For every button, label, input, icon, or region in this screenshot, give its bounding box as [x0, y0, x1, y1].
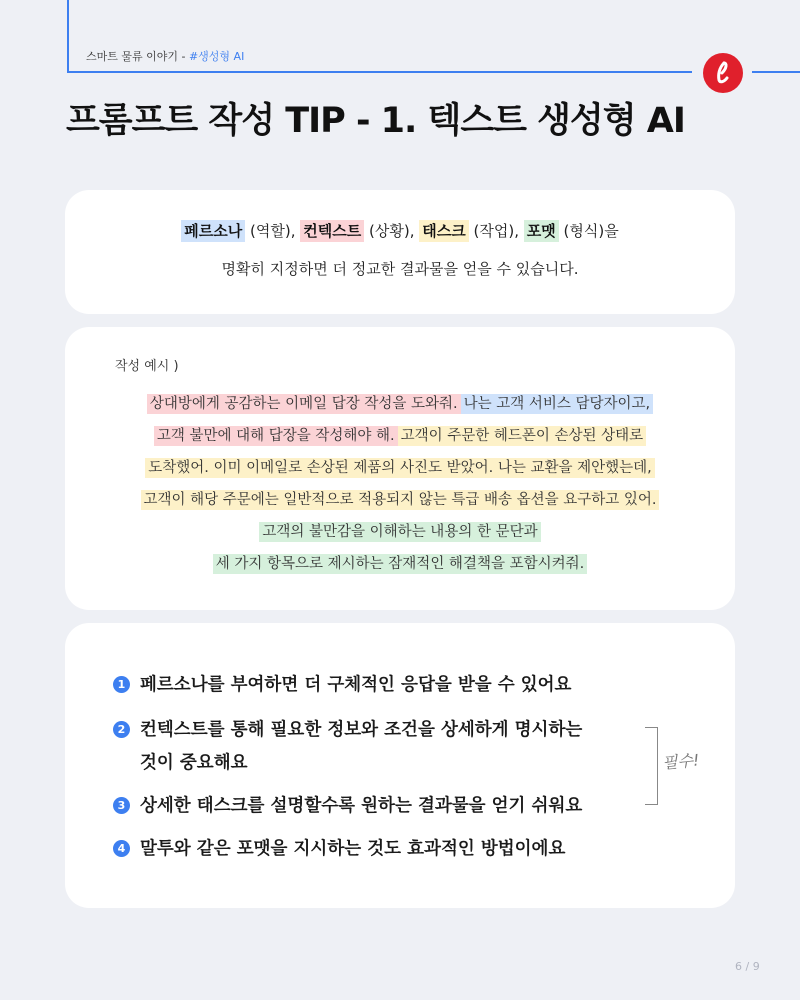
- tip-number-badge: 1: [113, 676, 130, 693]
- example-line: [65, 551, 735, 583]
- term-persona-note: (역할),: [250, 222, 296, 240]
- intro-terms: [65, 220, 735, 241]
- term-context-note: (상황),: [369, 222, 415, 240]
- example-line: [65, 487, 735, 519]
- tip-number-badge: 3: [113, 797, 130, 814]
- required-bracket: [645, 727, 658, 805]
- example-format-segment: 세 가지 항목으로 제시하는 잠재적인 해결책을 포함시켜줘.: [213, 554, 587, 574]
- tip-text-continued: 것이 중요해요: [140, 753, 248, 773]
- term-format: 포맷: [524, 220, 559, 242]
- tip-number-badge: 4: [113, 840, 130, 857]
- example-task-segment: 도착했어. 이미 이메일로 손상된 제품의 사진도 받았어. 나는 교환을 제안했는데,: [145, 458, 655, 478]
- tip-item: [113, 835, 565, 860]
- term-task: 태스크: [419, 220, 468, 242]
- tip-text: 상세한 태스크를 설명할수록 원하는 결과물을 얻기 쉬워요: [140, 796, 583, 816]
- intro-summary: 명확히 지정하면 더 정교한 결과물을 얻을 수 있습니다.: [221, 260, 579, 278]
- term-format-note: (형식)을: [563, 222, 619, 240]
- tip-text: 말투와 같은 포맷을 지시하는 것도 효과적인 방법이에요: [140, 839, 566, 859]
- tip-item: [113, 792, 582, 817]
- term-persona: 페르소나: [181, 220, 245, 242]
- tip-item: [113, 716, 582, 774]
- example-format-segment: 고객의 불만감을 이해하는 내용의 한 문단과: [259, 522, 540, 542]
- required-note: 필수!: [661, 750, 701, 773]
- example-context-segment: 상대방에게 공감하는 이메일 답장 작성을 도와줘.: [147, 394, 461, 414]
- intro-card: [65, 190, 735, 314]
- example-task-segment: 고객이 해당 주문에는 일반적으로 적용되지 않는 특급 배송 옵션을 요구하고 있어.: [141, 490, 660, 510]
- example-context-segment: 고객 불만에 대해 답장을 작성해야 해.: [154, 426, 398, 446]
- header-horizontal-rule-right: [752, 71, 800, 73]
- example-prompt: [65, 391, 735, 583]
- example-persona-segment: 나는 고객 서비스 담당자이고,: [461, 394, 654, 414]
- tips-card: [65, 623, 735, 908]
- page-title: 프롬프트 작성 TIP - 1. 텍스트 생성형 AI: [66, 101, 685, 141]
- example-label: 작성 예시 ): [115, 359, 179, 374]
- example-line: [65, 455, 735, 487]
- header-horizontal-rule: [67, 71, 692, 73]
- logo-glyph-icon: [710, 60, 736, 86]
- example-line: [65, 423, 735, 455]
- tip-item: [113, 671, 571, 696]
- example-card: [65, 327, 735, 610]
- page-number: 6 / 9: [735, 960, 760, 973]
- example-line: [65, 519, 735, 551]
- example-line: [65, 391, 735, 423]
- example-task-segment: 고객이 주문한 헤드폰이 손상된 상태로: [398, 426, 647, 446]
- term-context: 컨텍스트: [300, 220, 364, 242]
- term-task-note: (작업),: [473, 222, 519, 240]
- tip-number-badge: 2: [113, 721, 130, 738]
- breadcrumb: [86, 48, 244, 64]
- tip-text: 컨텍스트를 통해 필요한 정보와 조건을 상세하게 명시하는: [140, 720, 583, 740]
- tip-text: 페르소나를 부여하면 더 구체적인 응답을 받을 수 있어요: [140, 675, 572, 695]
- brand-logo-icon: [703, 53, 743, 93]
- header-vertical-rule: [67, 0, 69, 72]
- breadcrumb-tag: #생성형 AI: [188, 50, 245, 63]
- breadcrumb-series: 스마트 물류 이야기 -: [86, 50, 186, 63]
